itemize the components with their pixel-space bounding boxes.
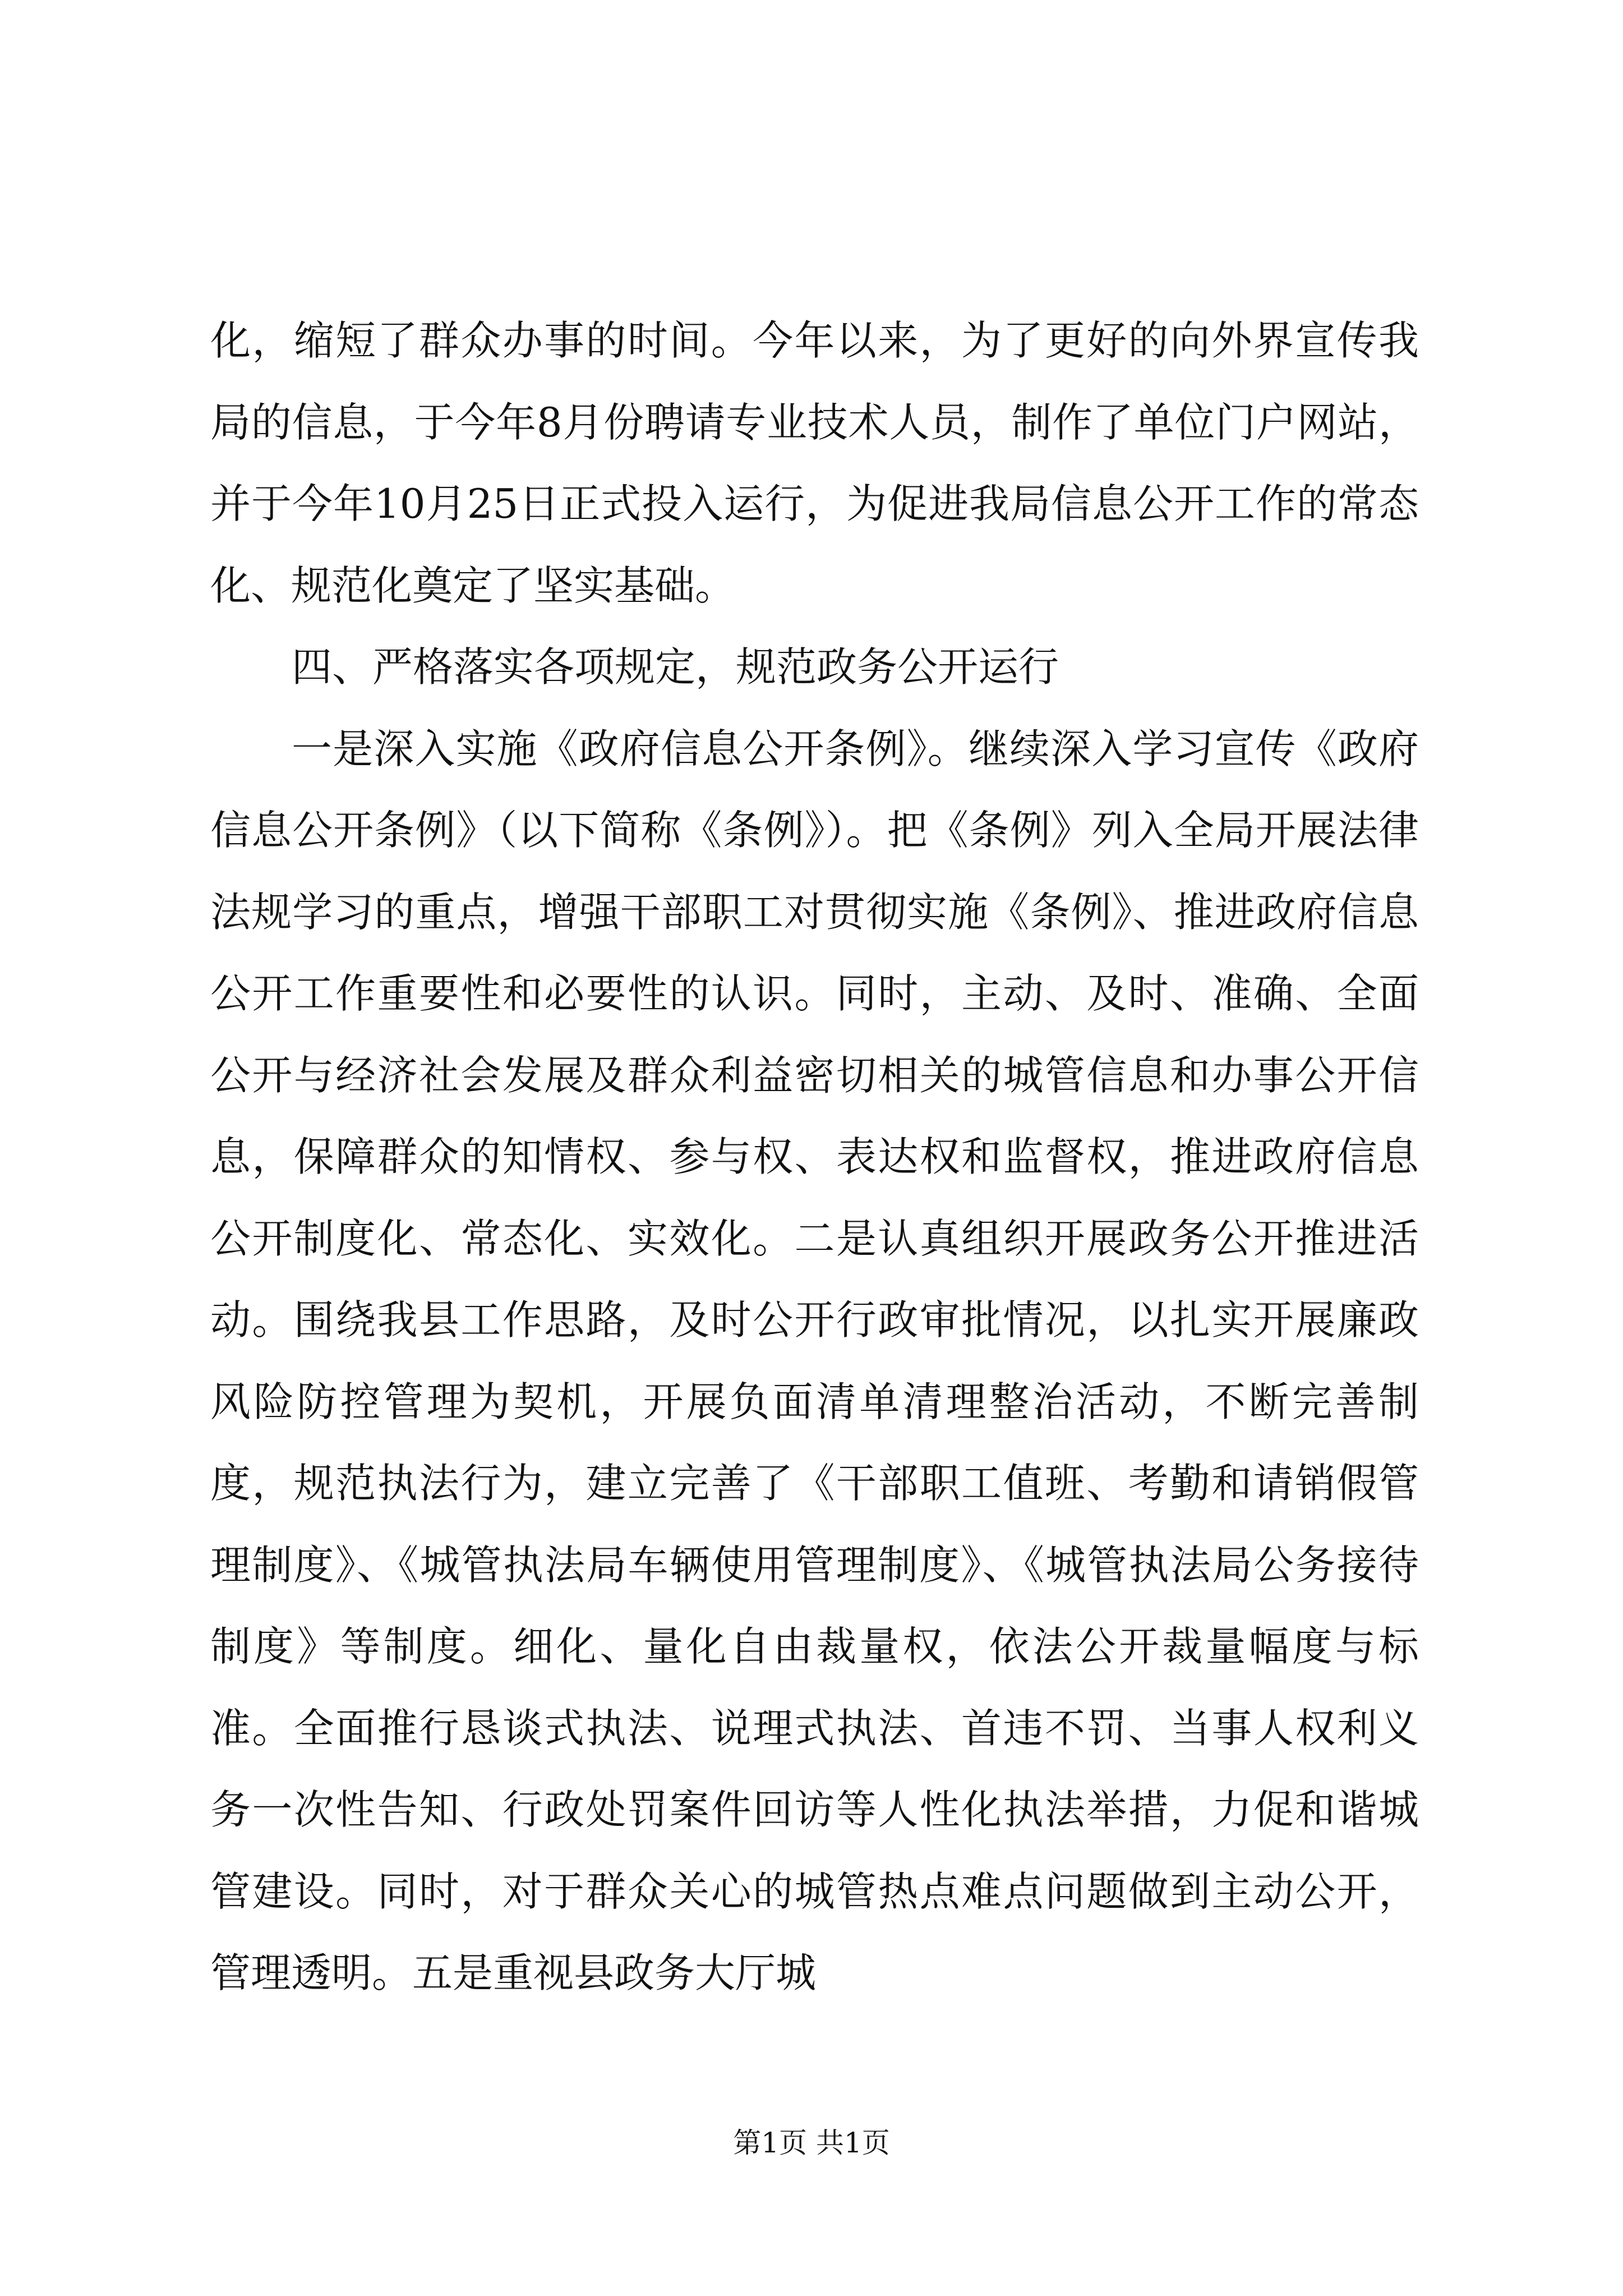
paragraph-continuation: 化，缩短了群众办事的时间。今年以来，为了更好的向外界宣传我局的信息，于今年8月份聘请专业技术人员，制作了单位门户网站，并于今年10月25日正式投入运行，为促进我局信息公开工作的常态化、规范化奠定了坚实基础。: [210, 317, 1419, 609]
paragraph-body: 一是深入实施《政府信息公开条例》。继续深入学习宣传《政府信息公开条例》（以下简称《条例》）。把《条例》列入全局开展法律法规学习的重点，增强干部职工对贯彻实施《条例》、推进政府信息公开工作重要性和必要性的认识。同时，主动、及时、准确、全面公开与经济社会发展及群众利益密切相关的城管信息和办事公开信息，保障群众的知情权、参与权、表达权和监督权，推进政府信息公开制度化、常态化、实效化。二是认真组织开展政务公开推进活动。围绕我县工作思路，及时公开行政审批情况，以扎实开展廉政风险防控管理为契机，开展负面清单清理整治活动，不断完善制度，规范执法行为，建立完善了《干部职工值班、考勤和请销假管理制度》、《城管执法局车辆使用管理制度》、《城管执法局公务接待制度》等制度。细化、量化自由裁量权，依法公开裁量幅度与标准。全面推行恳谈式执法、说理式执法、首违不罚、当事人权利义务一次性告知、行政处罚案件回访等人性化执法举措，力促和谐城管建设。同时，对于群众关心的城管热点难点问题做到主动公开，管理透明。五是重视县政务大厅城: [210, 725, 1419, 1996]
section-heading: 四、严格落实各项规定，规范政务公开运行: [292, 643, 1059, 691]
document-body: [210, 300, 1419, 2014]
page-number-footer: 第1页 共1页: [733, 2127, 890, 2159]
